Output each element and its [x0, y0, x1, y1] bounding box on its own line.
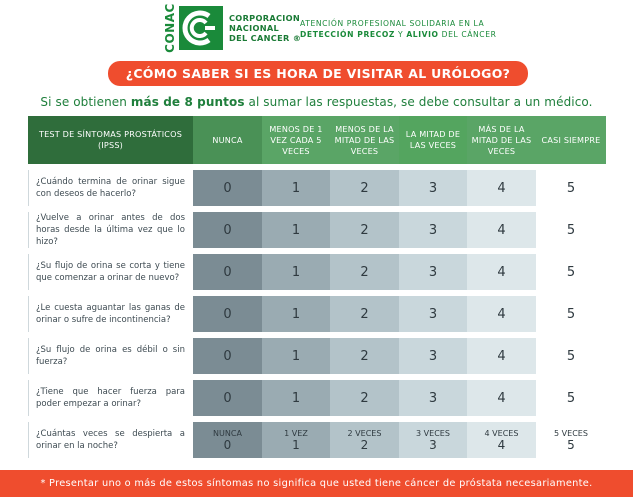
row-value: 5: [536, 212, 606, 248]
subtitle-after: al sumar las respuestas, se debe consultar a un médico.: [244, 95, 593, 109]
value-number: 5: [567, 437, 575, 452]
row-value: 5: [536, 380, 606, 416]
page-title: ¿CÓMO SABER SI ES HORA DE VISITAR AL URÓLOGO?: [125, 66, 511, 81]
table-header-row: [28, 116, 606, 164]
subtitle: [0, 95, 633, 109]
row-value: 2: [330, 338, 399, 374]
row-question: ¿Su flujo de orina es débil o sin fuerza?: [28, 338, 193, 374]
footer-note: * Presentar uno o más de estos síntomas no significa que usted tiene cáncer de próstata necesariamente.: [40, 478, 593, 489]
value-number: 2: [360, 437, 369, 452]
tagline-line-2: [300, 29, 496, 40]
row-question: ¿Cuántas veces se despierta a orinar en la noche?: [28, 422, 193, 458]
header-col-casi-siempre: CASI SIEMPRE: [536, 116, 606, 164]
value-label: NUNCA: [213, 428, 242, 438]
tagline-bold-b: ALIVIO: [406, 30, 439, 39]
value-number: 4: [497, 437, 506, 452]
row-value: 0: [193, 380, 262, 416]
header-col-nunca: NUNCA: [193, 116, 262, 164]
value-number: 0: [223, 437, 232, 452]
logo: [163, 3, 302, 53]
row-value: 1: [262, 338, 330, 374]
row-question: ¿Tiene que hacer fuerza para poder empezar a orinar?: [28, 380, 193, 416]
row-value: 3: [399, 296, 467, 332]
value-label: 3 VECES: [416, 428, 450, 438]
row-value: 3: [399, 254, 467, 290]
row-value: 5: [536, 338, 606, 374]
table-row: [28, 296, 606, 332]
value-label: 2 VECES: [347, 428, 382, 438]
row-value: 0: [193, 338, 262, 374]
row-value: 4: [467, 380, 536, 416]
row-value: 1: [262, 380, 330, 416]
org-name: [229, 13, 301, 43]
row-value: 3: [399, 338, 467, 374]
row-value: 2: [330, 170, 399, 206]
header-col-la-mitad: LA MITAD DE LAS VECES: [399, 116, 467, 164]
row-value: 4: [467, 170, 536, 206]
row-value: 2: [330, 296, 399, 332]
row-value: 1: [262, 170, 330, 206]
tagline: [300, 18, 496, 40]
row-value: 4: [467, 254, 536, 290]
ipss-table: [28, 116, 606, 458]
row-question: ¿Le cuesta aguantar las ganas de orinar o sufre de incontinencia?: [28, 296, 193, 332]
row-value: 4: [467, 338, 536, 374]
row-value: 1: [262, 254, 330, 290]
row-question: ¿Vuelve a orinar antes de dos horas desde la última vez que lo hizo?: [28, 212, 193, 248]
header-col-mas-mitad: MÁS DE LA MITAD DE LAS VECES: [467, 116, 536, 164]
header: [0, 0, 633, 58]
row-value: 5: [536, 254, 606, 290]
header-col-menos-mitad: MENOS DE LA MITAD DE LAS VECES: [330, 116, 399, 164]
row-value: [193, 422, 262, 458]
tagline-mid: Y: [395, 30, 407, 39]
row-value: 5: [536, 170, 606, 206]
row-value: 5: [536, 296, 606, 332]
vertical-brand-text: CONAC: [163, 3, 177, 53]
row-value: 0: [193, 170, 262, 206]
footer-banner: [0, 470, 633, 497]
row-value: [330, 422, 399, 458]
row-question: ¿Cuándo termina de orinar sigue con deseos de hacerlo?: [28, 170, 193, 206]
value-number: 3: [429, 437, 437, 452]
value-label: 4 VECES: [484, 428, 519, 438]
row-value: 3: [399, 380, 467, 416]
tagline-bold-a: DETECCIÓN PRECOZ: [300, 30, 396, 39]
tagline-end: DEL CÁNCER: [438, 30, 497, 39]
row-value: 0: [193, 212, 262, 248]
table-row: [28, 170, 606, 206]
row-value: [399, 422, 467, 458]
value-number: 1: [292, 437, 300, 452]
row-value: 3: [399, 170, 467, 206]
title-banner: [108, 61, 528, 86]
row-value: 0: [193, 296, 262, 332]
table-row: [28, 212, 606, 248]
row-value: 1: [262, 212, 330, 248]
org-name-line-3: DEL CANCER ®: [229, 33, 302, 43]
row-value: 2: [330, 254, 399, 290]
table-row: [28, 254, 606, 290]
tagline-line-1: ATENCIÓN PROFESIONAL SOLIDARIA EN LA: [300, 19, 485, 28]
table-row-nocturia: [28, 422, 606, 458]
row-value: [467, 422, 536, 458]
table-row: [28, 338, 606, 374]
row-value: [262, 422, 330, 458]
row-value: 1: [262, 296, 330, 332]
row-value: 3: [399, 212, 467, 248]
row-value: [536, 422, 606, 458]
value-label: 1 VEZ: [284, 428, 308, 438]
row-question: ¿Su flujo de orina se corta y tiene que comenzar a orinar de nuevo?: [28, 254, 193, 290]
value-label: 5 VECES: [554, 428, 588, 438]
subtitle-bold: más de 8 puntos: [130, 95, 245, 109]
header-col-menos-de-1: MENOS DE 1 VEZ CADA 5 VECES: [262, 116, 330, 164]
org-name-line-2: NACIONAL: [229, 23, 280, 33]
row-value: 4: [467, 212, 536, 248]
subtitle-before: Si se obtienen: [40, 95, 131, 109]
vertical-brand: [163, 3, 177, 53]
conac-logo-icon: [179, 6, 223, 50]
org-name-line-1: CORPORACION: [229, 13, 301, 23]
row-value: 2: [330, 212, 399, 248]
header-question: TEST DE SÍNTOMAS PROSTÁTICOS (IPSS): [28, 116, 193, 164]
row-value: 2: [330, 380, 399, 416]
table-row: [28, 380, 606, 416]
row-value: 0: [193, 254, 262, 290]
row-value: 4: [467, 296, 536, 332]
